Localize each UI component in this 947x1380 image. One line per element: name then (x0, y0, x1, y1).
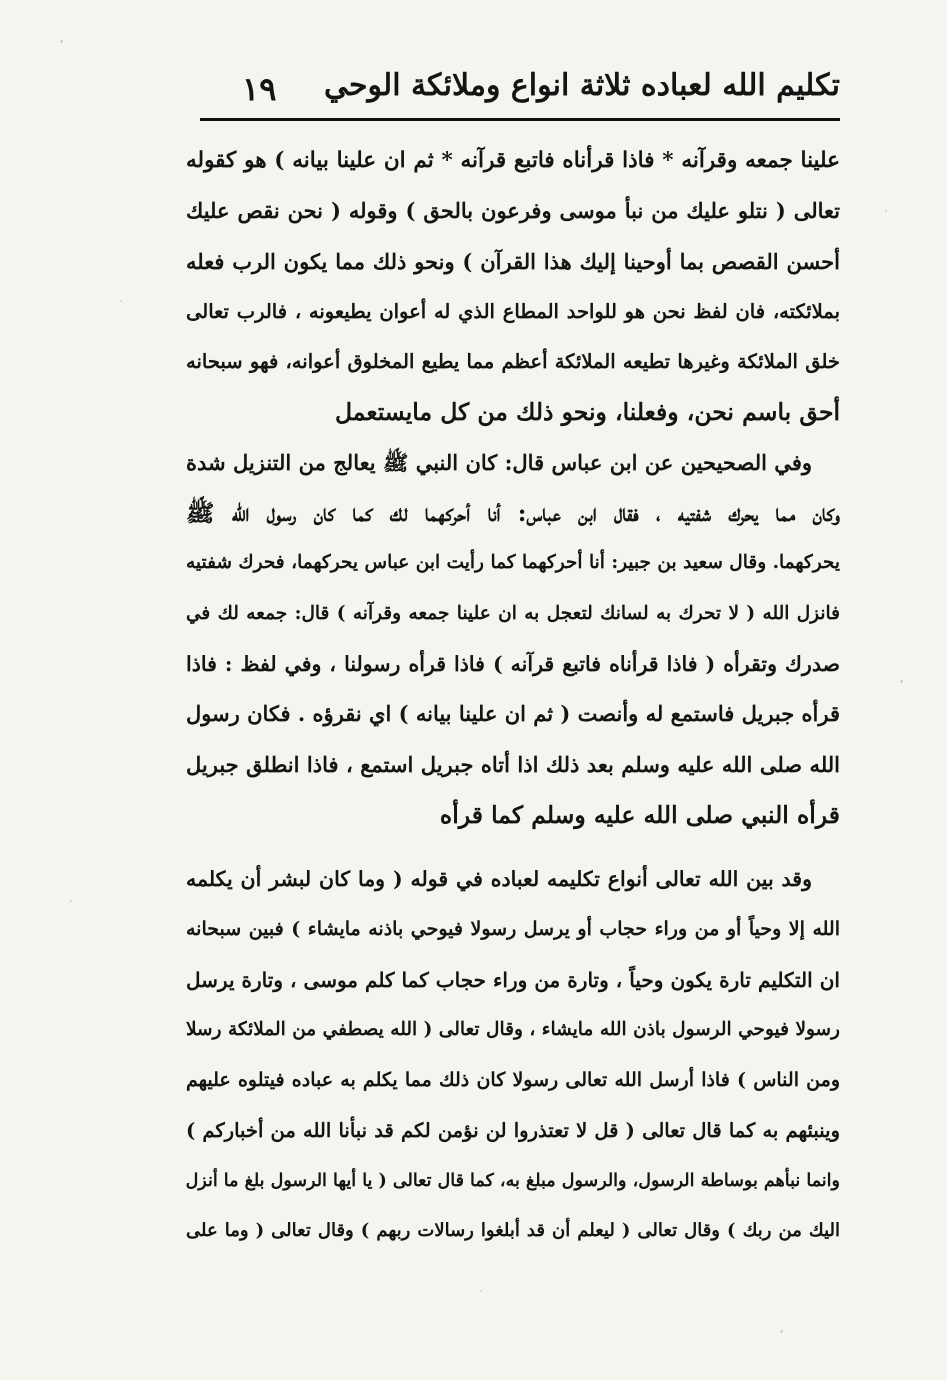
body-text (186, 136, 840, 1257)
page-header (200, 62, 840, 120)
scan-speck (70, 900, 72, 902)
text-line: يحركهما. وقال سعيد بن جبير: أنا أحركهما كما رأيت ابن عباس يحركهما، فحرك شفتيه (186, 552, 840, 574)
text-line: قرأه جبريل فاستمع له وأنصت ( ثم ان علينا بيانه ) اي نقرؤه . فكان رسول (186, 701, 840, 727)
text-line: الله صلى الله عليه وسلم بعد ذلك اذا أتاه جبريل استمع ، فاذا انطلق جبريل (186, 751, 840, 777)
paragraph-gap (186, 840, 840, 854)
text-line: وانما نبأهم بوساطة الرسول، والرسول مبلغ به، كما قال تعالى ( يا أيها الرسول بلغ ما أنزل (186, 1170, 840, 1191)
text-line: ومن الناس ) فاذا أرسل الله تعالى رسولا كان ذلك مما يكلم به عباده فيتلوه عليهم (186, 1069, 840, 1092)
scan-speck (900, 680, 903, 683)
page-number: ١٩ (242, 70, 277, 108)
text-line: اليك من ربك ) وقال تعالى ( ليعلم أن قد أبلغوا رسالات ربهم ) وقال تعالى ( وما على (186, 1220, 840, 1242)
text-line: أحسن القصص بما أوحينا إليك هذا القرآن ) ونحو ذلك مما يكون الرب فعله (186, 248, 840, 274)
scan-speck (885, 210, 887, 212)
text-line: تعالى ( نتلو عليك من نبأ موسى وفرعون بالحق ) وقوله ( نحن نقص عليك (186, 198, 840, 224)
text-line: خلق الملائكة وغيرها تطيعه الملائكة أعظم مما يطيع المخلوق أعوانه، فهو سبحانه (186, 350, 840, 374)
text-line: وكان مما يحرك شفتيه ، فقال ابن عباس: أنا أحركهما لك كما كان رسول الله ﷺ (186, 499, 840, 528)
text-line: الله إلا وحياً أو من وراء حجاب أو يرسل رسولا فيوحي باذنه مايشاء ) فبين سبحانه (186, 918, 840, 941)
scan-speck (480, 1290, 482, 1292)
scan-speck (120, 300, 122, 302)
text-line: ان التكليم تارة يكون وحياً ، وتارة من وراء حجاب كما كلم موسى ، وتارة يرسل (186, 967, 840, 992)
text-line: علينا جمعه وقرآنه * فاذا قرأناه فاتبع قرآنه * ثم ان علينا بيانه ) هو كقوله (186, 148, 840, 173)
text-line: قرأه النبي صلى الله عليه وسلم كما قرأه (439, 800, 840, 829)
running-title: تكليم الله لعباده ثلاثة انواع وملائكة الوحي (324, 68, 840, 103)
paragraph-start-line: وقد بين الله تعالى أنواع تكليمه لعباده في قوله ( وما كان لبشر أن يكلمه (186, 867, 812, 892)
text-line: أحق باسم نحن، وفعلنا، ونحو ذلك من كل مايستعمل (334, 398, 840, 427)
header-rule (200, 118, 840, 121)
scan-speck (780, 1330, 783, 1333)
text-line: فانزل الله ( لا تحرك به لسانك لتعجل به ان علينا جمعه وقرآنه ) قال: جمعه لك في (186, 602, 840, 624)
text-line: رسولا فيوحي الرسول باذن الله مايشاء ، وقال تعالى ( الله يصطفي من الملائكة رسلا (186, 1019, 840, 1041)
text-line: وينبئهم به كما قال تعالى ( قل لا تعتذروا لن نؤمن لكم قد نبأنا الله من أخباركم ) (186, 1118, 840, 1142)
text-line: صدرك وتقرأه ( فاذا قرأناه فاتبع قرآنه ) فاذا قرأه رسولنا ، وفي لفظ : فاذا (186, 651, 840, 676)
text-line: بملائكته، فان لفظ نحن هو للواحد المطاع الذي له أعوان يطيعونه ، فالرب تعالى (186, 299, 840, 323)
scan-speck (60, 40, 63, 43)
paragraph-start-line: وفي الصحيحين عن ابن عباس قال: كان النبي ﷺ يعالج من التنزيل شدة (186, 449, 812, 475)
